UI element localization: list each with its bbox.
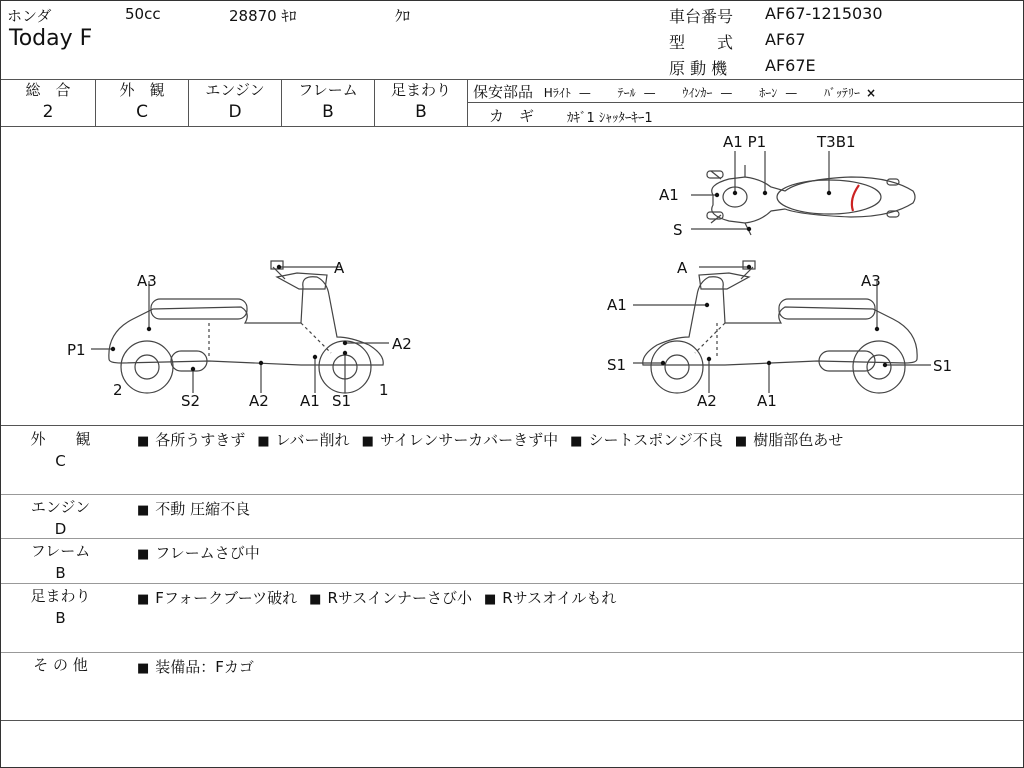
safety-label: 保安部品 <box>473 83 534 101</box>
safety-headlight: Hﾗｲﾄ <box>543 86 571 100</box>
section-exterior-label: 外 観 C <box>30 430 91 470</box>
label-top-t3b1: T3B1 <box>817 133 856 151</box>
key-value: ｶｷﾞ1 ｼｬｯﾀｰｷｰ1 <box>567 111 653 126</box>
label-right-a2: A2 <box>697 392 717 410</box>
section-frame-items: ■ フレームさび中 <box>137 544 260 562</box>
section-frame-label: フレーム B <box>30 542 91 582</box>
grade-overall: 総 合 2 <box>25 81 71 122</box>
label-left-a3: A3 <box>137 272 157 290</box>
section-engine-items: ■ 不動 圧縮不良 <box>137 500 251 518</box>
grade-engine: エンジン D <box>205 81 265 122</box>
divider <box>1 494 1023 495</box>
divider <box>1 425 1023 426</box>
section-exterior-items: ■ 各所うすきず ■ レバー削れ ■ サイレンサーカバーきず中 ■ シートスポンジ不良 ■ 樹脂部色あせ <box>137 431 844 449</box>
label-left-a1: A1 <box>300 392 320 410</box>
scooter-diagram <box>1 127 1023 425</box>
label-left-s2: S2 <box>181 392 201 410</box>
divider <box>1 652 1023 653</box>
section-suspension-label: 足まわり B <box>30 587 91 627</box>
label-left-s1: S1 <box>332 392 352 410</box>
label-right-s1-right: S1 <box>933 357 953 375</box>
label-left-p1: P1 <box>67 341 86 359</box>
label-top-s: S <box>673 221 683 239</box>
maker: ホンダ <box>7 7 52 25</box>
label-left-1: 1 <box>379 381 389 399</box>
safety-winker: ｳｲﾝｶｰ <box>682 86 713 100</box>
label-right-a1: A1 <box>607 296 627 314</box>
safety-horn: ﾎｰﾝ <box>759 86 778 100</box>
displacement: 50cc <box>125 5 161 23</box>
label-left-a2-bottom: A2 <box>249 392 269 410</box>
engine-label: 原 動 機 <box>669 59 728 78</box>
divider <box>467 102 1023 103</box>
section-other-items: ■ 装備品：Fカゴ <box>137 658 254 676</box>
section-engine-label: エンジン D <box>30 498 91 538</box>
color: ｸﾛ <box>395 7 411 25</box>
grade-suspension: 足まわり B <box>390 81 451 122</box>
engine-value: AF67E <box>765 56 816 75</box>
label-left-a2: A2 <box>392 335 412 353</box>
type-value: AF67 <box>765 30 806 49</box>
section-suspension-items: ■ Fフォークブーツ破れ ■ Rサスインナーさび小 ■ Rサスオイルもれ <box>137 589 617 607</box>
divider <box>1 720 1023 721</box>
frame-no: AF67-1215030 <box>765 4 883 23</box>
label-right-a: A <box>677 259 688 277</box>
model-name: Today F <box>9 26 93 51</box>
label-left-a: A <box>334 259 345 277</box>
safety-battery: ﾊﾞｯﾃﾘｰ <box>824 86 861 100</box>
label-top-a1-p1: A1 P1 <box>723 133 767 151</box>
divider <box>1 538 1023 539</box>
grade-exterior: 外 観 C <box>119 81 165 122</box>
label-right-a1-bottom: A1 <box>757 392 777 410</box>
type-label: 型 式 <box>669 33 734 52</box>
safety-parts-row: 保安部品 Hﾗｲﾄ — ﾃｰﾙ — ｳｲﾝｶｰ — ﾎｰﾝ — ﾊﾞｯﾃﾘｰ × <box>473 83 877 101</box>
mileage: 28870 ｷﾛ <box>229 7 297 25</box>
mileage-unit: ｷﾛ <box>281 7 297 25</box>
grade-frame: フレーム B <box>298 81 358 122</box>
section-other-label: そ の 他 <box>33 656 88 674</box>
frame-no-label: 車台番号 <box>669 7 734 26</box>
safety-tail: ﾃｰﾙ <box>617 86 636 100</box>
top-view-drawing <box>707 165 915 235</box>
key-label: カ ギ <box>489 107 535 125</box>
label-top-a1: A1 <box>659 186 679 204</box>
divider <box>1 583 1023 584</box>
label-right-s1-left: S1 <box>607 356 627 374</box>
label-right-a3: A3 <box>861 272 881 290</box>
label-left-2: 2 <box>113 381 123 399</box>
